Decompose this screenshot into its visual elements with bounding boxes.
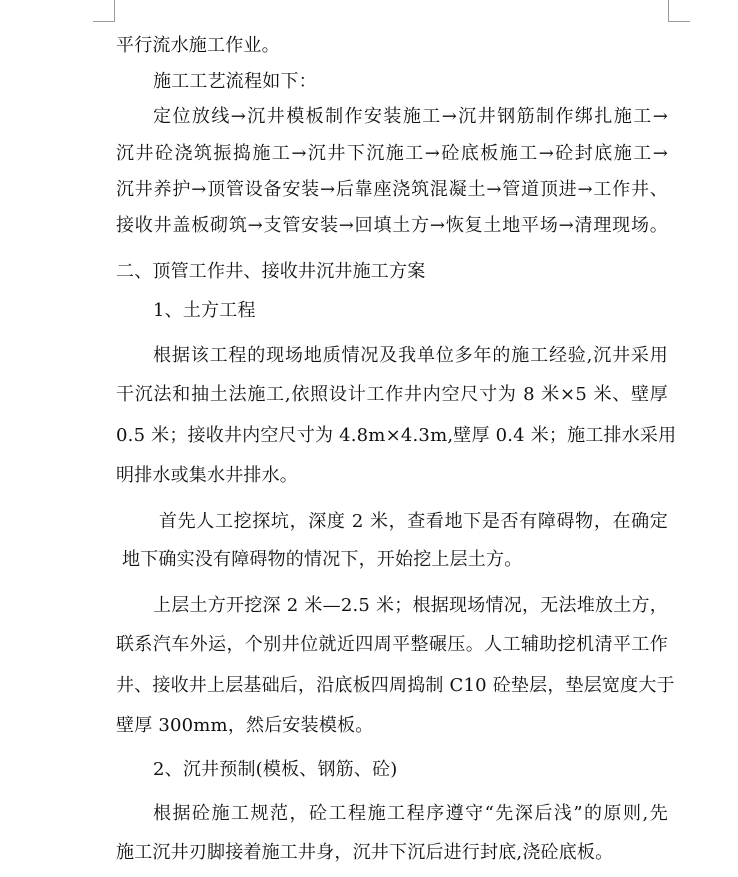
- subsection-heading: 1、土方工程: [153, 300, 256, 321]
- paragraph-line: 平行流水施工作业。: [116, 35, 280, 56]
- paragraph-line: 沉井砼浇筑振捣施工→沉井下沉施工→砼底板施工→砼封底施工→: [116, 143, 668, 164]
- paragraph-line: 明排水或集水井排水。: [116, 465, 298, 486]
- paragraph-line: 沉井养护→顶管设备安装→后靠座浇筑混凝土→管道顶进→工作井、: [116, 179, 668, 200]
- section-heading: 二、顶管工作井、接收井沉井施工方案: [116, 261, 426, 282]
- paragraph-line: 干沉法和抽土法施工,依照设计工作井内空尺寸为 8 米×5 米、壁厚: [116, 384, 668, 405]
- paragraph-line: 壁厚 300mm，然后安装模板。: [116, 715, 374, 736]
- paragraph-line: 联系汽车外运，个别井位就近四周平整碾压。人工辅助挖机清平工作: [116, 634, 668, 655]
- paragraph-line: 根据砼施工规范，砼工程施工程序遵守“先深后浅”的原则,先: [153, 803, 668, 824]
- paragraph-line: 定位放线→沉井模板制作安装施工→沉井钢筋制作绑扎施工→: [153, 106, 668, 127]
- paragraph-line: 根据该工程的现场地质情况及我单位多年的施工经验,沉井采用: [153, 345, 668, 366]
- subsection-heading: 2、沉井预制(模板、钢筋、砼): [153, 759, 398, 780]
- page-margin-corner-left: [93, 0, 115, 22]
- paragraph-line: 首先人工挖探坑，深度 2 米，查看地下是否有障碍物，在确定: [159, 511, 668, 532]
- paragraph-line: 0.5 米；接收井内空尺寸为 4.8m×4.3m,壁厚 0.4 米；施工排水采用: [116, 425, 677, 446]
- paragraph-line: 施工沉井刃脚接着施工井身，沉井下沉后进行封底,浇砼底板。: [116, 842, 614, 863]
- paragraph-line: 施工工艺流程如下：: [153, 71, 317, 92]
- paragraph-line: 地下确实没有障碍物的情况下，开始挖上层土方。: [122, 549, 523, 570]
- page-margin-corner-right: [668, 0, 690, 22]
- paragraph-line: 接收井盖板砌筑→支管安装→回填土方→恢复土地平场→清理现场。: [116, 215, 668, 236]
- paragraph-line: 上层土方开挖深 2 米—2.5 米；根据现场情况，无法堆放土方，: [153, 595, 668, 616]
- paragraph-line: 井、接收井上层基础后，沿底板四周捣制 C10 砼垫层，垫层宽度大于: [116, 675, 675, 696]
